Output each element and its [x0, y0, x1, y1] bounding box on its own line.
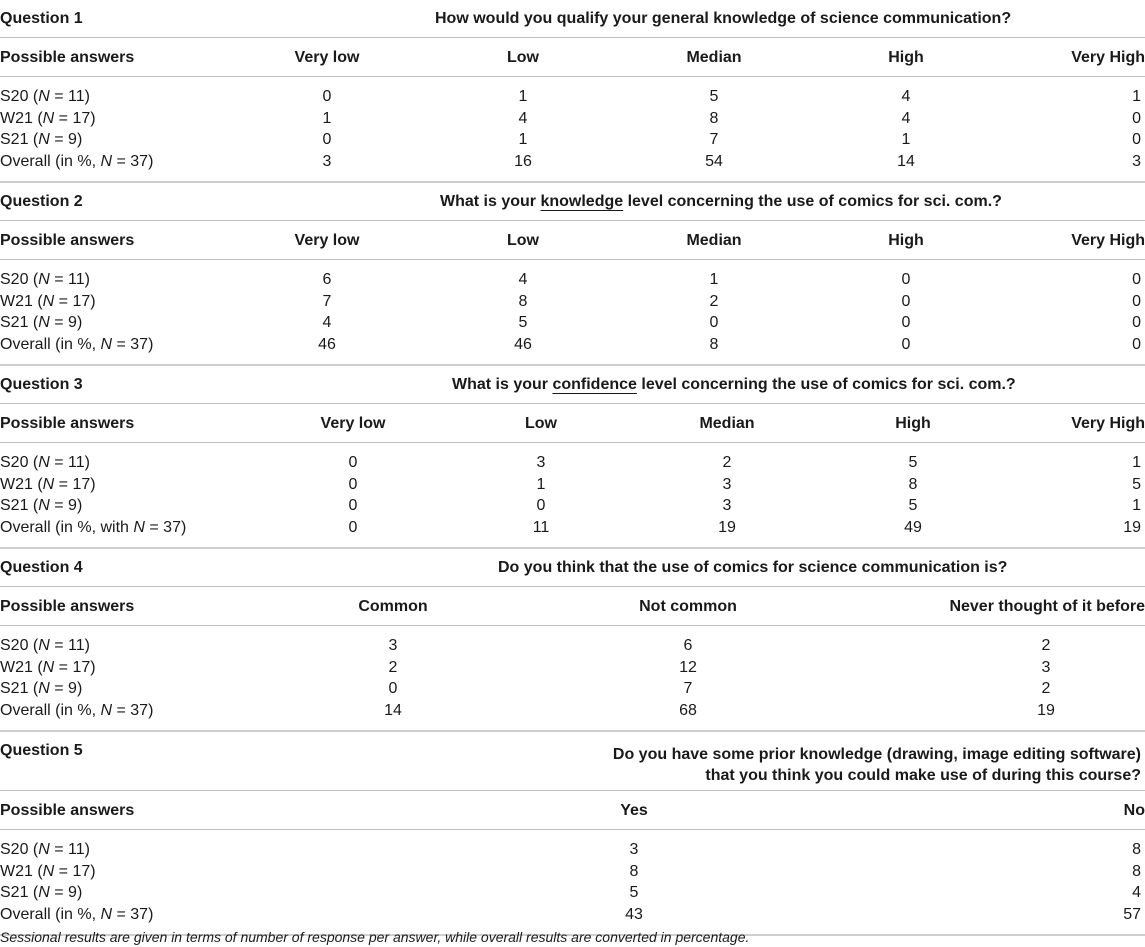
- cell-value: 0: [536, 497, 546, 514]
- row-label: S21 (N = 9): [0, 497, 83, 514]
- cell-value: 14: [384, 701, 402, 719]
- table-row: [0, 904, 1145, 926]
- data-rows: [0, 77, 1145, 183]
- answer-header: Median: [686, 232, 742, 249]
- question-text-line-1: Do you have some prior knowledge (drawing, image editing software): [612, 746, 1141, 763]
- cell-value: 0: [1132, 109, 1141, 127]
- row-label: S20 (N = 11): [0, 637, 90, 654]
- cell-value: 4: [1132, 884, 1141, 901]
- cell-value: 3: [536, 454, 546, 471]
- cell-value: 43: [625, 905, 643, 923]
- question-text: [452, 377, 1016, 393]
- cell-value: 5: [518, 314, 528, 331]
- cell-value: 3: [629, 841, 639, 858]
- row-label: Overall (in %, N = 37): [0, 701, 154, 719]
- answers-header-row: [0, 587, 1145, 626]
- cell-value: 19: [1123, 518, 1141, 536]
- table-row: [0, 657, 1145, 679]
- cell-value: 0: [348, 497, 358, 514]
- cell-value: 14: [897, 152, 915, 170]
- cell-value: 8: [709, 335, 719, 353]
- row-label: S21 (N = 9): [0, 131, 83, 148]
- cell-value: 4: [518, 271, 528, 288]
- question-label: Question 1: [0, 10, 83, 27]
- cell-value: 0: [901, 292, 911, 310]
- cell-value: 5: [908, 454, 918, 471]
- cell-value: 1: [518, 131, 528, 148]
- question-label: Question 5: [0, 742, 83, 759]
- answer-header: Yes: [620, 802, 648, 819]
- row-label: S20 (N = 11): [0, 271, 90, 288]
- table-row: [0, 678, 1145, 700]
- cell-value: 46: [318, 335, 336, 353]
- question-text-post: level concerning the use of comics for sci. com.?: [623, 193, 1002, 210]
- answer-header: Common: [358, 598, 428, 615]
- cell-value: 5: [629, 884, 639, 901]
- table-row: [0, 269, 1145, 291]
- cell-value: 0: [1132, 292, 1141, 310]
- cell-value: 3: [1041, 658, 1051, 676]
- table-row: [0, 839, 1145, 861]
- answer-header: High: [888, 49, 924, 66]
- question-1-section: [0, 0, 1145, 183]
- cell-value: 0: [901, 314, 911, 331]
- table-row: [0, 635, 1145, 657]
- answer-header: Very low: [320, 415, 386, 432]
- table-row: [0, 882, 1145, 904]
- cell-value: 1: [322, 109, 332, 127]
- question-label: Question 3: [0, 376, 83, 393]
- row-label: W21 (N = 17): [0, 292, 96, 310]
- question-4-section: [0, 549, 1145, 732]
- cell-value: 0: [348, 454, 358, 471]
- question-label: Question 2: [0, 193, 83, 210]
- row-label: W21 (N = 17): [0, 109, 96, 127]
- answer-header: Very High: [1071, 49, 1145, 66]
- cell-value: 8: [1132, 841, 1141, 858]
- question-text: How would you qualify your general knowledge of science communication?: [435, 10, 1012, 27]
- question-text-post: level concerning the use of comics for sci. com.?: [636, 376, 1016, 393]
- cell-value: 1: [518, 88, 528, 105]
- question-5-section: [0, 732, 1145, 936]
- cell-value: 2: [388, 658, 398, 676]
- answers-label: Possible answers: [0, 415, 135, 432]
- answer-header: High: [895, 415, 931, 432]
- row-label: S21 (N = 9): [0, 680, 83, 697]
- cell-value: 2: [709, 292, 719, 310]
- question-text: Do you think that the use of comics for science communication is?: [498, 559, 1008, 576]
- table-row: [0, 129, 1145, 151]
- row-label: S20 (N = 11): [0, 841, 90, 858]
- question-text-underlined: knowledge: [540, 193, 624, 210]
- table-row: [0, 700, 1145, 722]
- answer-header: Very low: [294, 49, 360, 66]
- cell-value: 0: [322, 88, 332, 105]
- cell-value: 3: [388, 637, 398, 654]
- question-text-pre: What is your: [452, 376, 553, 393]
- table-row: [0, 495, 1145, 517]
- table-row: [0, 108, 1145, 130]
- data-rows: [0, 830, 1145, 936]
- cell-value: 0: [388, 680, 398, 697]
- cell-value: 3: [1132, 152, 1141, 170]
- cell-value: 0: [322, 131, 332, 148]
- cell-value: 2: [1041, 680, 1051, 697]
- cell-value: 6: [683, 637, 693, 654]
- cell-value: 8: [709, 109, 719, 127]
- data-rows: [0, 260, 1145, 366]
- data-rows: [0, 626, 1145, 732]
- question-text-pre: What is your: [440, 193, 541, 210]
- answers-label: Possible answers: [0, 598, 135, 615]
- cell-value: 0: [1132, 271, 1141, 288]
- answers-label: Possible answers: [0, 232, 135, 249]
- question-text: [613, 744, 1141, 786]
- cell-value: 0: [1132, 131, 1141, 148]
- answers-header-row: [0, 404, 1145, 443]
- cell-value: 5: [908, 497, 918, 514]
- answer-header: Very High: [1071, 232, 1145, 249]
- question-text-underlined: confidence: [552, 376, 637, 393]
- answers-label: Possible answers: [0, 49, 135, 66]
- question-header: [0, 366, 1145, 404]
- table-row: [0, 474, 1145, 496]
- answer-header: Low: [525, 415, 557, 432]
- cell-value: 0: [901, 335, 911, 353]
- cell-value: 1: [1132, 88, 1141, 105]
- cell-value: 1: [1132, 497, 1141, 514]
- cell-value: 6: [322, 271, 332, 288]
- answers-label: Possible answers: [0, 802, 135, 819]
- cell-value: 12: [679, 658, 697, 676]
- row-label: W21 (N = 17): [0, 658, 96, 676]
- row-label: W21 (N = 17): [0, 862, 96, 880]
- cell-value: 11: [532, 518, 550, 536]
- table-row: [0, 291, 1145, 313]
- question-header: [0, 0, 1145, 38]
- cell-value: 3: [722, 497, 732, 514]
- question-header: [0, 183, 1145, 221]
- cell-value: 8: [518, 292, 528, 310]
- cell-value: 4: [322, 314, 332, 331]
- cell-value: 16: [514, 152, 532, 170]
- row-label: S21 (N = 9): [0, 314, 83, 331]
- cell-value: 4: [901, 109, 911, 127]
- data-rows: [0, 443, 1145, 549]
- question-text: [440, 194, 1002, 210]
- cell-value: 19: [1037, 701, 1055, 719]
- answer-header: No: [1123, 802, 1145, 819]
- row-label: Overall (in %, N = 37): [0, 905, 154, 923]
- question-header: [0, 549, 1145, 587]
- cell-value: 57: [1123, 905, 1141, 923]
- answers-header-row: [0, 221, 1145, 260]
- cell-value: 8: [629, 862, 639, 880]
- cell-value: 1: [901, 131, 911, 148]
- table-row: [0, 86, 1145, 108]
- cell-value: 46: [514, 335, 532, 353]
- answer-header: Low: [507, 232, 539, 249]
- answer-header: Very High: [1071, 415, 1145, 432]
- cell-value: 2: [1041, 637, 1051, 654]
- table-row: [0, 517, 1145, 539]
- table-row: [0, 452, 1145, 474]
- cell-value: 1: [709, 271, 719, 288]
- row-label: S20 (N = 11): [0, 454, 90, 471]
- question-label: Question 4: [0, 559, 83, 576]
- answers-header-row: [0, 38, 1145, 77]
- question-header: [0, 732, 1145, 791]
- row-label: S20 (N = 11): [0, 88, 90, 105]
- table-row: [0, 334, 1145, 356]
- answer-header: Median: [686, 49, 742, 66]
- answer-header: Very low: [294, 232, 360, 249]
- table-row: [0, 151, 1145, 173]
- question-3-section: [0, 366, 1145, 549]
- cell-value: 1: [1132, 454, 1141, 471]
- table-row: [0, 312, 1145, 334]
- cell-value: 4: [901, 88, 911, 105]
- answer-header: Never thought of it before: [949, 598, 1145, 615]
- cell-value: 8: [1132, 862, 1141, 880]
- answer-header: Median: [699, 415, 755, 432]
- cell-value: 0: [348, 518, 358, 536]
- cell-value: 3: [322, 152, 332, 170]
- cell-value: 0: [348, 475, 358, 493]
- row-label: S21 (N = 9): [0, 884, 83, 901]
- cell-value: 0: [1132, 314, 1141, 331]
- row-label: Overall (in %, N = 37): [0, 152, 154, 170]
- cell-value: 19: [718, 518, 736, 536]
- answers-header-row: [0, 791, 1145, 830]
- question-text-line-2: that you think you could make use of during this course?: [705, 767, 1141, 784]
- cell-value: 0: [1132, 335, 1141, 353]
- answer-header: High: [888, 232, 924, 249]
- cell-value: 54: [705, 152, 723, 170]
- cell-value: 68: [679, 701, 697, 719]
- table-footnote: Sessional results are given in terms of number of response per answer, while overall results are converted in percentage.: [0, 929, 750, 945]
- cell-value: 2: [722, 454, 732, 471]
- row-label: W21 (N = 17): [0, 475, 96, 493]
- cell-value: 5: [709, 88, 719, 105]
- cell-value: 0: [709, 314, 719, 331]
- cell-value: 7: [709, 131, 719, 148]
- cell-value: 7: [683, 680, 693, 697]
- answer-header: Not common: [639, 598, 737, 615]
- cell-value: 4: [518, 109, 528, 127]
- row-label: Overall (in %, with N = 37): [0, 518, 187, 536]
- cell-value: 49: [904, 518, 922, 536]
- question-2-section: [0, 183, 1145, 366]
- cell-value: 7: [322, 292, 332, 310]
- answer-header: Low: [507, 49, 539, 66]
- cell-value: 1: [536, 475, 546, 493]
- table-row: [0, 861, 1145, 883]
- cell-value: 8: [908, 475, 918, 493]
- row-label: Overall (in %, N = 37): [0, 335, 154, 353]
- cell-value: 3: [722, 475, 732, 493]
- cell-value: 0: [901, 271, 911, 288]
- cell-value: 5: [1132, 475, 1141, 493]
